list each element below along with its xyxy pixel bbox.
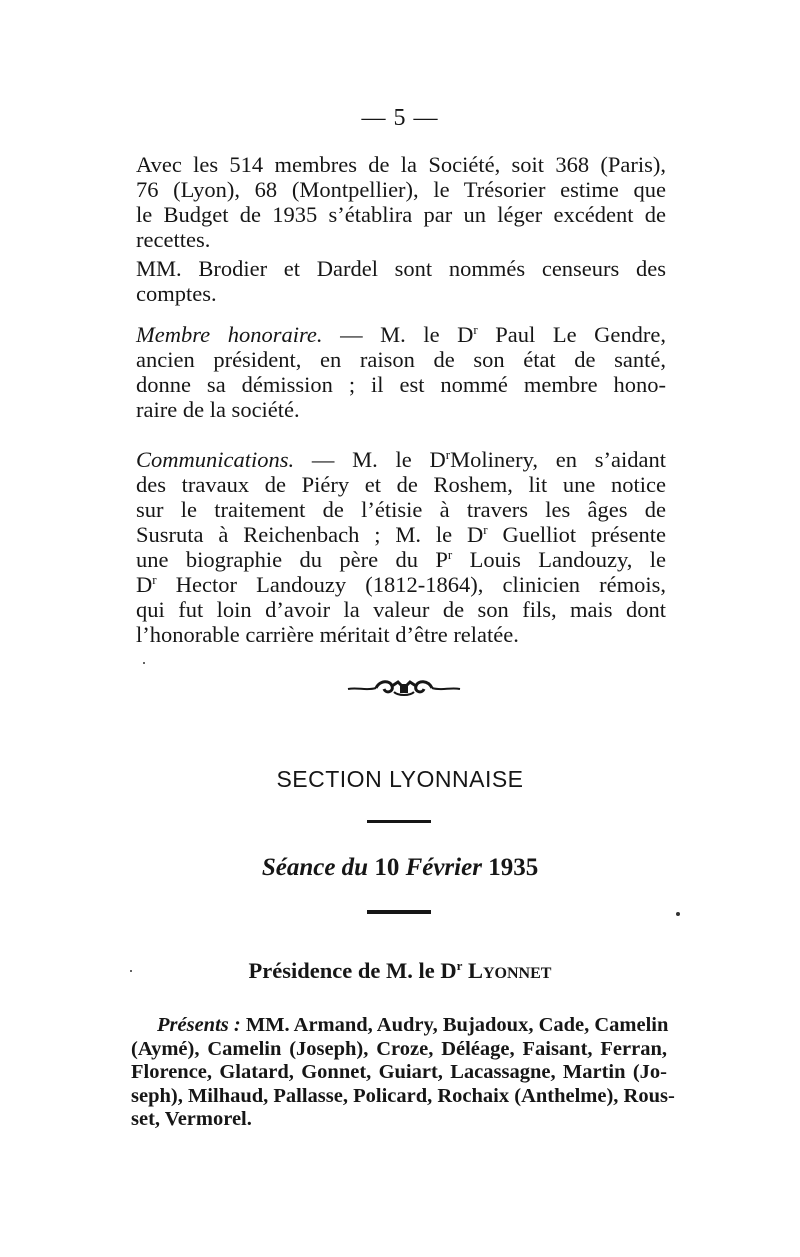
text-line: set, Vermorel. (131, 1108, 252, 1130)
paragraph-membre-honoraire (136, 322, 666, 422)
text-line (131, 1014, 667, 1038)
text-line: ancien président, en raison de son état de santé, (136, 347, 666, 372)
paragraph-heading: Communications. (136, 447, 295, 472)
ornament-icon (346, 676, 462, 698)
text-fragment: Guelliot présente (487, 522, 667, 547)
text-line: Avec les 514 membres de la Société, soit 368 (Paris), (136, 152, 666, 177)
text-line: le Budget de 1935 s’établira par un léger excédent de (136, 202, 666, 227)
text-line (136, 322, 666, 347)
text-line: sur le traitement de l’étisie à travers les âges de (136, 497, 666, 522)
text-line (136, 522, 666, 547)
superscript: r (456, 958, 463, 973)
seance-month: Février (405, 854, 482, 881)
text-line: comptes. (136, 281, 217, 306)
superscript: r (447, 547, 453, 562)
president-name: Lyonnet (462, 958, 552, 983)
text-line: MM. Brodier et Dardel sont nommés censeurs des (136, 256, 666, 281)
text-fragment: Susruta à Reichenbach ; M. le D (136, 522, 484, 547)
presents-label: Présents : (157, 1014, 241, 1036)
text-line (136, 447, 666, 472)
text-line (136, 572, 666, 597)
text-line: des travaux de Piéry et de Roshem, lit une notice (136, 472, 666, 497)
superscript: r (445, 447, 451, 462)
scan-speck (143, 662, 145, 664)
paragraph-censeurs (136, 256, 666, 306)
page-number: — 5 — (361, 105, 439, 131)
text-line (136, 547, 666, 572)
text-fragment: Louis Landouzy, le (452, 547, 666, 572)
text-fragment: Paul Le Gendre, (477, 322, 666, 347)
text-fragment: Hector Landouzy (1812-1864), clinicien rémois, (156, 572, 666, 597)
text-line: seph), Milhaud, Pallasse, Policard, Rochaix (Anthelme), Rous- (131, 1084, 675, 1107)
presents-list (131, 1014, 675, 1132)
seance-year: 1935 (481, 854, 539, 881)
text-fragment: MM. Armand, Audry, Bujadoux, Cade, Camelin (240, 1014, 669, 1036)
scan-speck (130, 970, 132, 972)
text-fragment: Molinery, en s’aidant (450, 447, 666, 472)
text-fragment: une biographie du père du P (136, 547, 448, 572)
text-line: qui fut loin d’avoir la valeur de son fils, mais dont (136, 597, 666, 622)
divider (367, 910, 431, 914)
divider (367, 820, 431, 823)
text-fragment: D (136, 572, 153, 597)
seance-heading (0, 854, 800, 882)
scan-speck (676, 912, 680, 916)
seance-day: 10 (368, 854, 406, 881)
text-line: raire de la société. (136, 397, 300, 422)
text-line: 76 (Lyon), 68 (Montpellier), le Trésorier estime que (136, 177, 666, 202)
text-fragment: — M. le D (294, 447, 446, 472)
text-fragment: — M. le D (322, 322, 474, 347)
paragraph-heading: Membre honoraire. (136, 322, 323, 347)
presidence-heading (0, 958, 800, 984)
superscript: r (473, 322, 478, 337)
paragraph-budget (136, 152, 666, 252)
text-line: l’honorable carrière méritait d’être relatée. (136, 622, 519, 647)
superscript: r (483, 522, 488, 537)
text-line: donne sa démission ; il est nommé membre hono- (136, 372, 666, 397)
text-line: Florence, Glatard, Gonnet, Guiart, Lacassagne, Martin (Jo- (131, 1061, 667, 1083)
section-title: SECTION LYONNAISE (276, 766, 524, 792)
text-line: recettes. (136, 227, 211, 252)
text-fragment: Présidence de M. le D (248, 958, 457, 983)
seance-prefix: Séance du (261, 854, 369, 881)
paragraph-communications (136, 447, 666, 647)
superscript: r (152, 572, 157, 587)
text-line: (Aymé), Camelin (Joseph), Croze, Déléage, Faisant, Ferran, (131, 1037, 667, 1060)
